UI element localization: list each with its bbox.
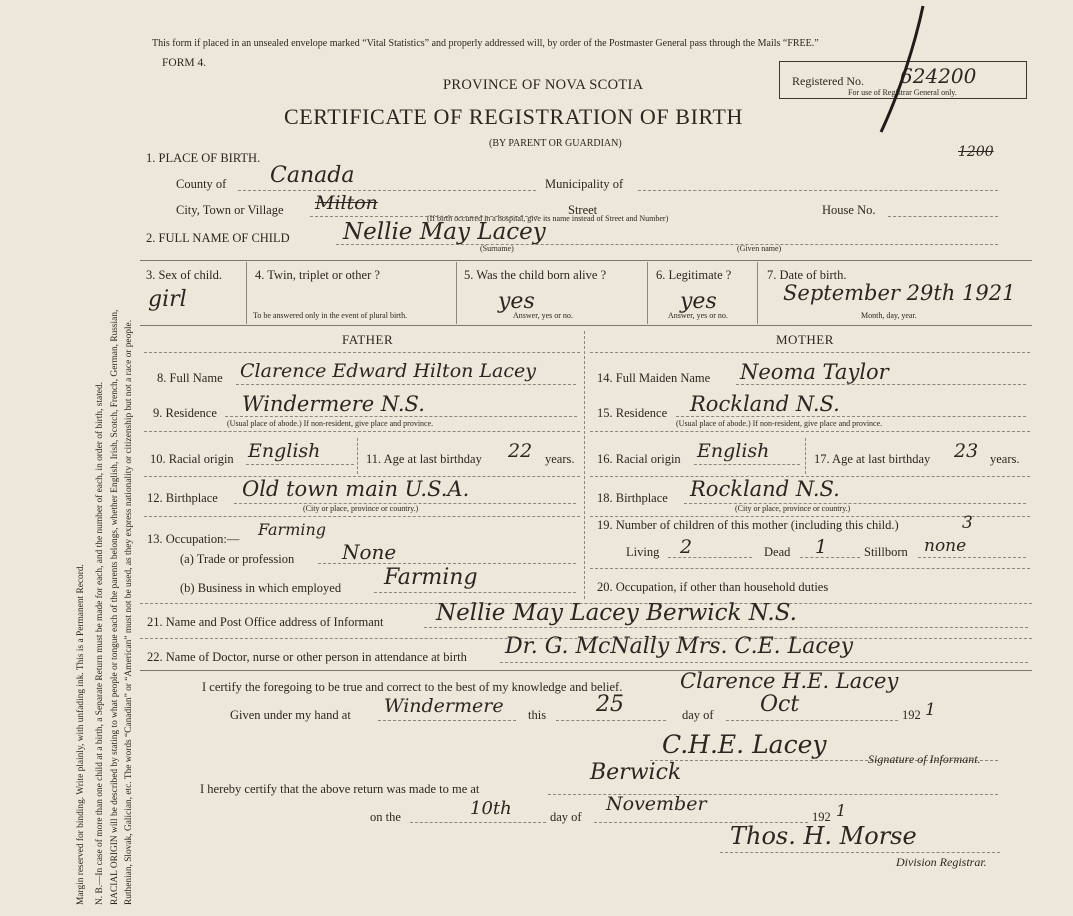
mother-age-label: 17. Age at last birthday xyxy=(814,452,931,466)
given-month-value: Oct xyxy=(760,692,800,717)
mother-heading: MOTHER xyxy=(776,332,834,347)
father-name-value: Clarence Edward Hilton Lacey xyxy=(240,360,536,382)
sex-value: girl xyxy=(148,287,187,312)
hospital-note: (If birth occurred in a hospital, give its name instead of Street and Number) xyxy=(427,214,669,223)
father-birthplace-note: (City or place, province or country.) xyxy=(303,504,419,513)
father-residence-value: Windermere N.S. xyxy=(242,392,425,416)
given-year-prefix: 192 xyxy=(902,708,921,722)
city-value: Milton xyxy=(315,192,378,214)
dob-note: Month, day, year. xyxy=(861,311,917,320)
surname-note: (Surname) xyxy=(480,244,514,253)
mother-birthplace-note: (City or place, province or country.) xyxy=(735,504,851,513)
child-name-value: Nellie May Lacey xyxy=(343,219,546,245)
city-label: City, Town or Village xyxy=(176,203,284,217)
father-age-value: 22 xyxy=(508,440,533,462)
province-heading: PROVINCE OF NOVA SCOTIA xyxy=(443,77,644,93)
father-years-label: years. xyxy=(545,452,575,466)
margin-note-binding: Margin reserved for binding. Write plainly, with unfading ink. This is a Permanent Record. xyxy=(76,564,86,905)
father-birthplace-value: Old town main U.S.A. xyxy=(242,477,470,501)
registrar-day-of-label: day of xyxy=(550,810,582,824)
given-day-value: 25 xyxy=(596,692,624,717)
margin-note-racial-origin-cont: Ruthenian, Slovak, Galician, etc. The words “Canadian” or “American” must not be used, as they express nationality or citizenship but not a race or people. xyxy=(124,319,134,905)
given-name-note: (Given name) xyxy=(737,244,782,253)
registrar-statement: I hereby certify that the above return was made to me at xyxy=(200,782,480,796)
postal-note: This form if placed in an unsealed envelope marked “Vital Statistics” and properly addressed will, by order of the Postmaster General pass through the Mails “FREE.” xyxy=(152,38,819,49)
born-alive-label: 5. Was the child born alive ? xyxy=(464,268,607,282)
legitimate-note: Answer, yes or no. xyxy=(668,311,728,320)
dead-label: Dead xyxy=(764,545,791,559)
registered-label: Registered No. xyxy=(792,74,864,88)
registrar-year-value: 1 xyxy=(836,801,847,820)
certification-statement: I certify the foregoing to be true and correct to the best of my knowledge and belief. xyxy=(202,680,623,694)
born-alive-note: Answer, yes or no. xyxy=(513,311,573,320)
father-birthplace-label: 12. Birthplace xyxy=(147,491,218,505)
dead-value: 1 xyxy=(815,536,828,558)
children-count-label: 19. Number of children of this mother (including this child.) xyxy=(597,518,899,532)
registrar-signature: Thos. H. Morse xyxy=(730,822,917,850)
informant-signature: C.H.E. Lacey xyxy=(662,730,827,759)
twin-label: 4. Twin, triplet or other ? xyxy=(255,268,380,282)
mother-residence-label: 15. Residence xyxy=(597,406,668,420)
father-racial-label: 10. Racial origin xyxy=(150,452,234,466)
doctor-value: Dr. G. McNally Mrs. C.E. Lacey xyxy=(505,634,854,659)
mother-residence-note: (Usual place of abode.) If non-resident, give place and province. xyxy=(676,419,883,428)
stillborn-label: Stillborn xyxy=(864,545,908,559)
certification-statement-signature: Clarence H.E. Lacey xyxy=(680,669,899,693)
mother-name-label: 14. Full Maiden Name xyxy=(597,371,711,385)
registered-number: 624200 xyxy=(900,64,977,88)
margin-note-multiple-birth: N. B.—In case of more than one child at a birth, a Separate Return must be made for each, and the number of each, in order of birth, stated. xyxy=(95,382,105,905)
father-residence-note: (Usual place of abode.) If non-resident, give place and province. xyxy=(227,419,434,428)
father-name-label: 8. Full Name xyxy=(157,371,223,385)
dob-value: September 29th 1921 xyxy=(783,281,1016,305)
father-heading: FATHER xyxy=(342,332,394,347)
mother-name-value: Neoma Taylor xyxy=(740,360,889,384)
place-of-birth-heading: 1. PLACE OF BIRTH. xyxy=(146,151,261,165)
child-name-label: 2. FULL NAME OF CHILD xyxy=(146,231,290,245)
twin-note: To be answered only in the event of plural birth. xyxy=(253,311,408,320)
certificate-subtitle: (BY PARENT OR GUARDIAN) xyxy=(489,138,622,149)
mother-birthplace-label: 18. Birthplace xyxy=(597,491,668,505)
sex-label: 3. Sex of child. xyxy=(146,268,223,282)
mother-racial-label: 16. Racial origin xyxy=(597,452,681,466)
street-label: Street xyxy=(568,203,598,217)
business-value: Farming xyxy=(384,565,478,590)
trade-label: (a) Trade or profession xyxy=(180,552,295,566)
living-value: 2 xyxy=(680,536,693,558)
registrar-use-note: For use of Registrar General only. xyxy=(848,88,957,97)
father-occupation-value: Farming xyxy=(258,520,327,539)
county-label: County of xyxy=(176,177,227,191)
trade-value: None xyxy=(342,540,397,564)
this-label: this xyxy=(528,708,547,722)
certificate-title: CERTIFICATE OF REGISTRATION OF BIRTH xyxy=(284,104,743,129)
house-number-label: House No. xyxy=(822,203,876,217)
pen-slash-mark xyxy=(875,4,927,136)
born-alive-value: yes xyxy=(498,289,535,314)
registrar-place-value: Berwick xyxy=(590,760,682,785)
stillborn-value: none xyxy=(924,536,967,556)
informant-label: 21. Name and Post Office address of Informant xyxy=(147,615,384,629)
registrar-year-prefix: 192 xyxy=(812,810,831,824)
business-label: (b) Business in which employed xyxy=(180,581,342,595)
mother-birthplace-value: Rockland N.S. xyxy=(690,477,840,501)
mother-residence-value: Rockland N.S. xyxy=(690,392,840,416)
margin-note-racial-origin: RACIAL ORIGIN will be described by stating to what people or tongue each of the parents belongs, whether English, Irish, Scotch, French, German, Russian, xyxy=(110,309,120,905)
living-label: Living xyxy=(626,545,660,559)
day-of-label: day of xyxy=(682,708,714,722)
legitimate-label: 6. Legitimate ? xyxy=(656,268,732,282)
father-age-label: 11. Age at last birthday xyxy=(366,452,482,466)
struck-number: 1200 xyxy=(958,144,994,160)
father-occupation-label: 13. Occupation:— xyxy=(147,532,240,546)
registrar-month-value: November xyxy=(606,793,707,815)
given-place-value: Windermere xyxy=(384,695,504,717)
doctor-label: 22. Name of Doctor, nurse or other person in attendance at birth xyxy=(147,650,467,664)
on-the-label: on the xyxy=(370,810,401,824)
mother-years-label: years. xyxy=(990,452,1020,466)
mother-occupation-label: 20. Occupation, if other than household duties xyxy=(597,580,829,594)
legitimate-value: yes xyxy=(680,289,717,314)
form-number: FORM 4. xyxy=(162,57,207,69)
given-under-label: Given under my hand at xyxy=(230,708,351,722)
children-count-value: 3 xyxy=(962,513,973,533)
signature-caption: Signature of Informant. xyxy=(868,752,981,766)
mother-age-value: 23 xyxy=(954,440,979,462)
mother-racial-value: English xyxy=(697,440,770,462)
registrar-day-value: 10th xyxy=(470,798,512,819)
informant-value: Nellie May Lacey Berwick N.S. xyxy=(436,600,797,626)
municipality-label: Municipality of xyxy=(545,177,624,191)
county-value: Canada xyxy=(270,163,355,188)
dob-label: 7. Date of birth. xyxy=(767,268,847,282)
given-year-value: 1 xyxy=(925,700,936,720)
father-racial-value: English xyxy=(248,440,321,462)
registrar-caption: Division Registrar. xyxy=(896,855,987,869)
father-residence-label: 9. Residence xyxy=(153,406,217,420)
